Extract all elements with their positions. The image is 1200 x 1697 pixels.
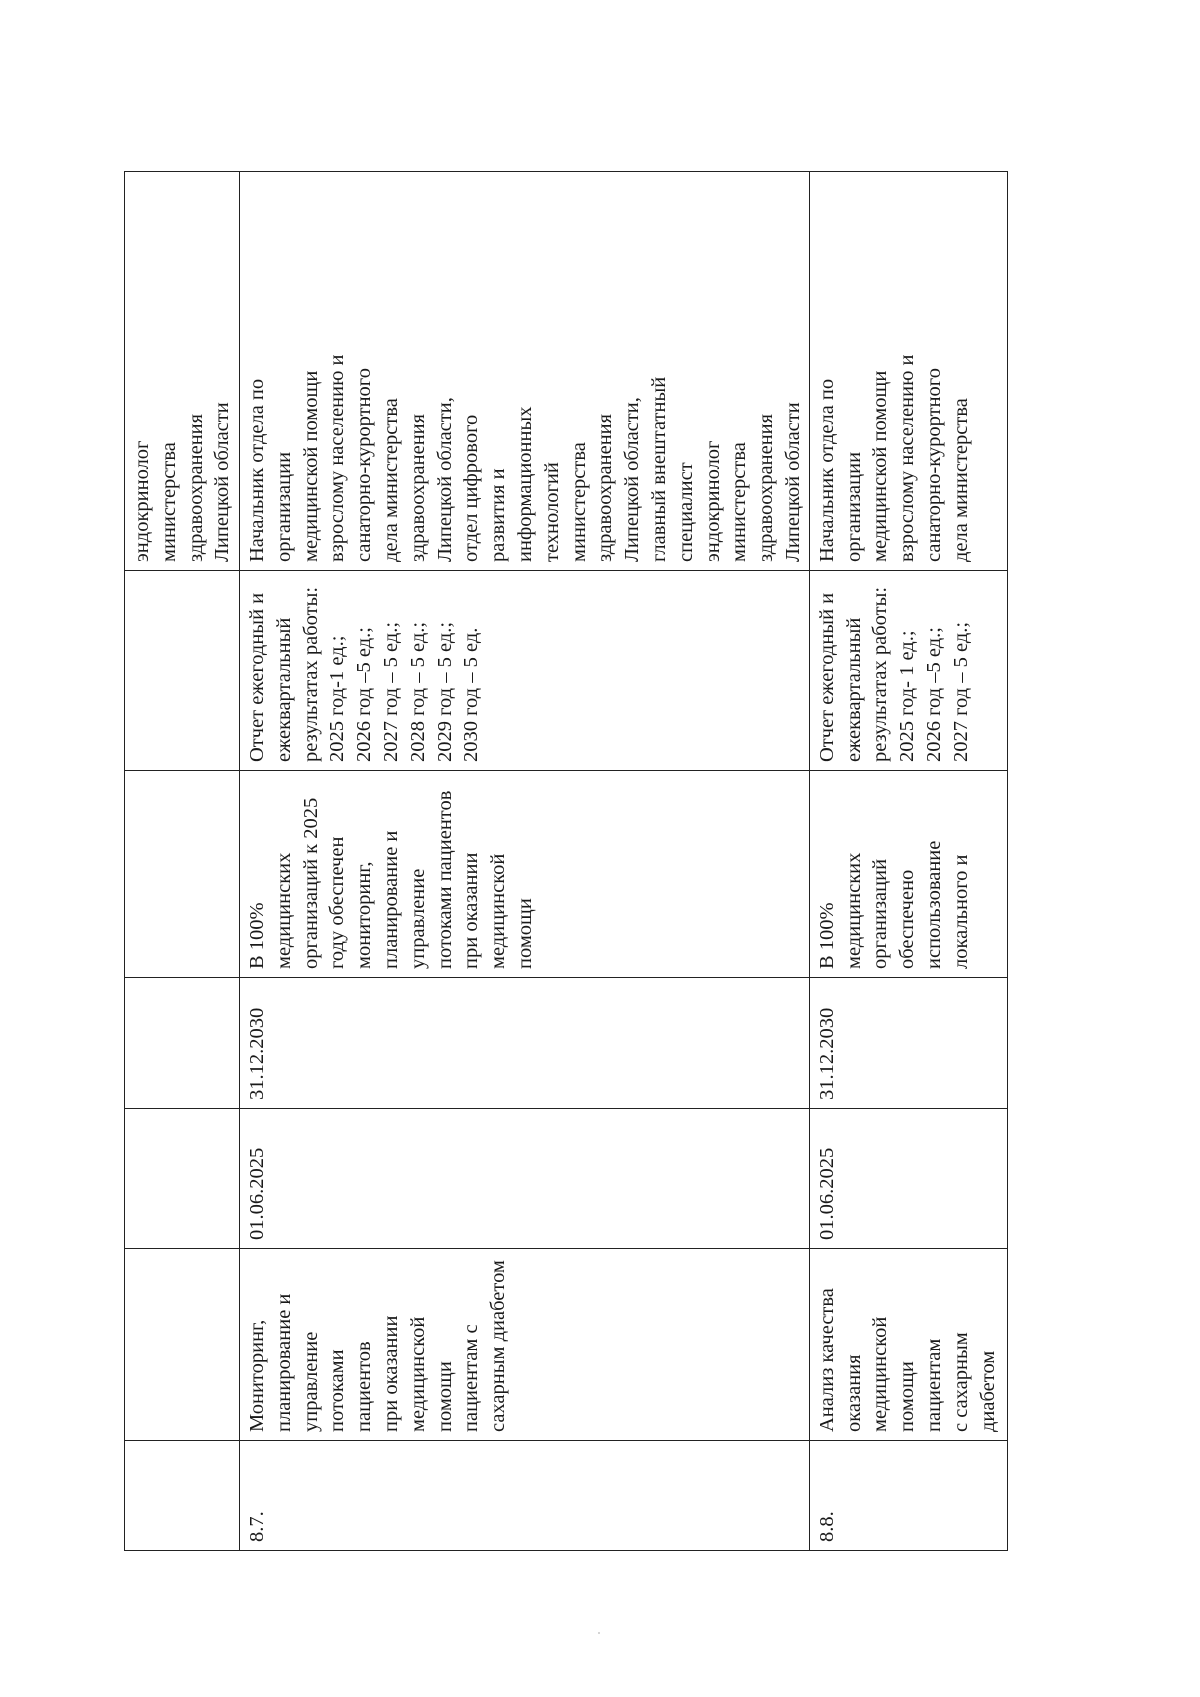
rotated-table-page <box>124 172 999 1551</box>
cell-number: 8.7. <box>240 1441 810 1551</box>
cell-result: В 100% медицинских организаций обеспечено использование локального и <box>809 771 1007 978</box>
cell-responsible: Начальник отдела по организации медицинской помощи взрослому населению и санаторно-курортного дела министерства <box>809 172 1007 571</box>
scan-artifact <box>598 1632 600 1634</box>
cell-event-name <box>125 1249 240 1441</box>
cell-document: Отчет ежегодный и ежеквартальный результатах работы: 2025 год-1 ед.; 2026 год –5 ед.; 2027 год – 5 ед.; 2028 год – 5 ед.; 2029 год – 5 ед.; 2030 год – 5 ед. <box>240 571 810 771</box>
cell-start-date: 01.06.2025 <box>809 1109 1007 1249</box>
cell-end-date <box>125 978 240 1109</box>
plan-table <box>124 171 1008 1551</box>
cell-result <box>125 771 240 978</box>
cell-event-name: Мониторинг, планирование и управление потоками пациентов при оказании медицинской помощи пациентам с сахарным диабетом <box>240 1249 810 1441</box>
table-row <box>125 172 240 1551</box>
cell-responsible: эндокринолог министерства здравоохранения Липецкой области <box>125 172 240 571</box>
cell-responsible: Начальник отдела по организации медицинской помощи взрослому населению и санаторно-курортного дела министерства здравоохранения Липецкой области, отдел цифрового развития и информационных технологий министерства здравоохранения Липецкой области, главный внештатный специалист эндокринолог министерства здравоохранения Липецкой области <box>240 172 810 571</box>
cell-document <box>125 571 240 771</box>
cell-start-date <box>125 1109 240 1249</box>
cell-number <box>125 1441 240 1551</box>
cell-number: 8.8. <box>809 1441 1007 1551</box>
cell-start-date: 01.06.2025 <box>240 1109 810 1249</box>
cell-result: В 100% медицинских организаций к 2025 году обеспечен мониторинг, планирование и управление потоками пациентов при оказании медицинской помощи <box>240 771 810 978</box>
cell-document: Отчет ежегодный и ежеквартальный результатах работы: 2025 год- 1 ед.; 2026 год –5 ед.; 2027 год – 5 ед.; <box>809 571 1007 771</box>
table-row <box>809 172 1007 1551</box>
cell-end-date: 31.12.2030 <box>240 978 810 1109</box>
cell-end-date: 31.12.2030 <box>809 978 1007 1109</box>
table-row <box>240 172 810 1551</box>
cell-event-name: Анализ качества оказания медицинской помощи пациентам с сахарным диабетом <box>809 1249 1007 1441</box>
